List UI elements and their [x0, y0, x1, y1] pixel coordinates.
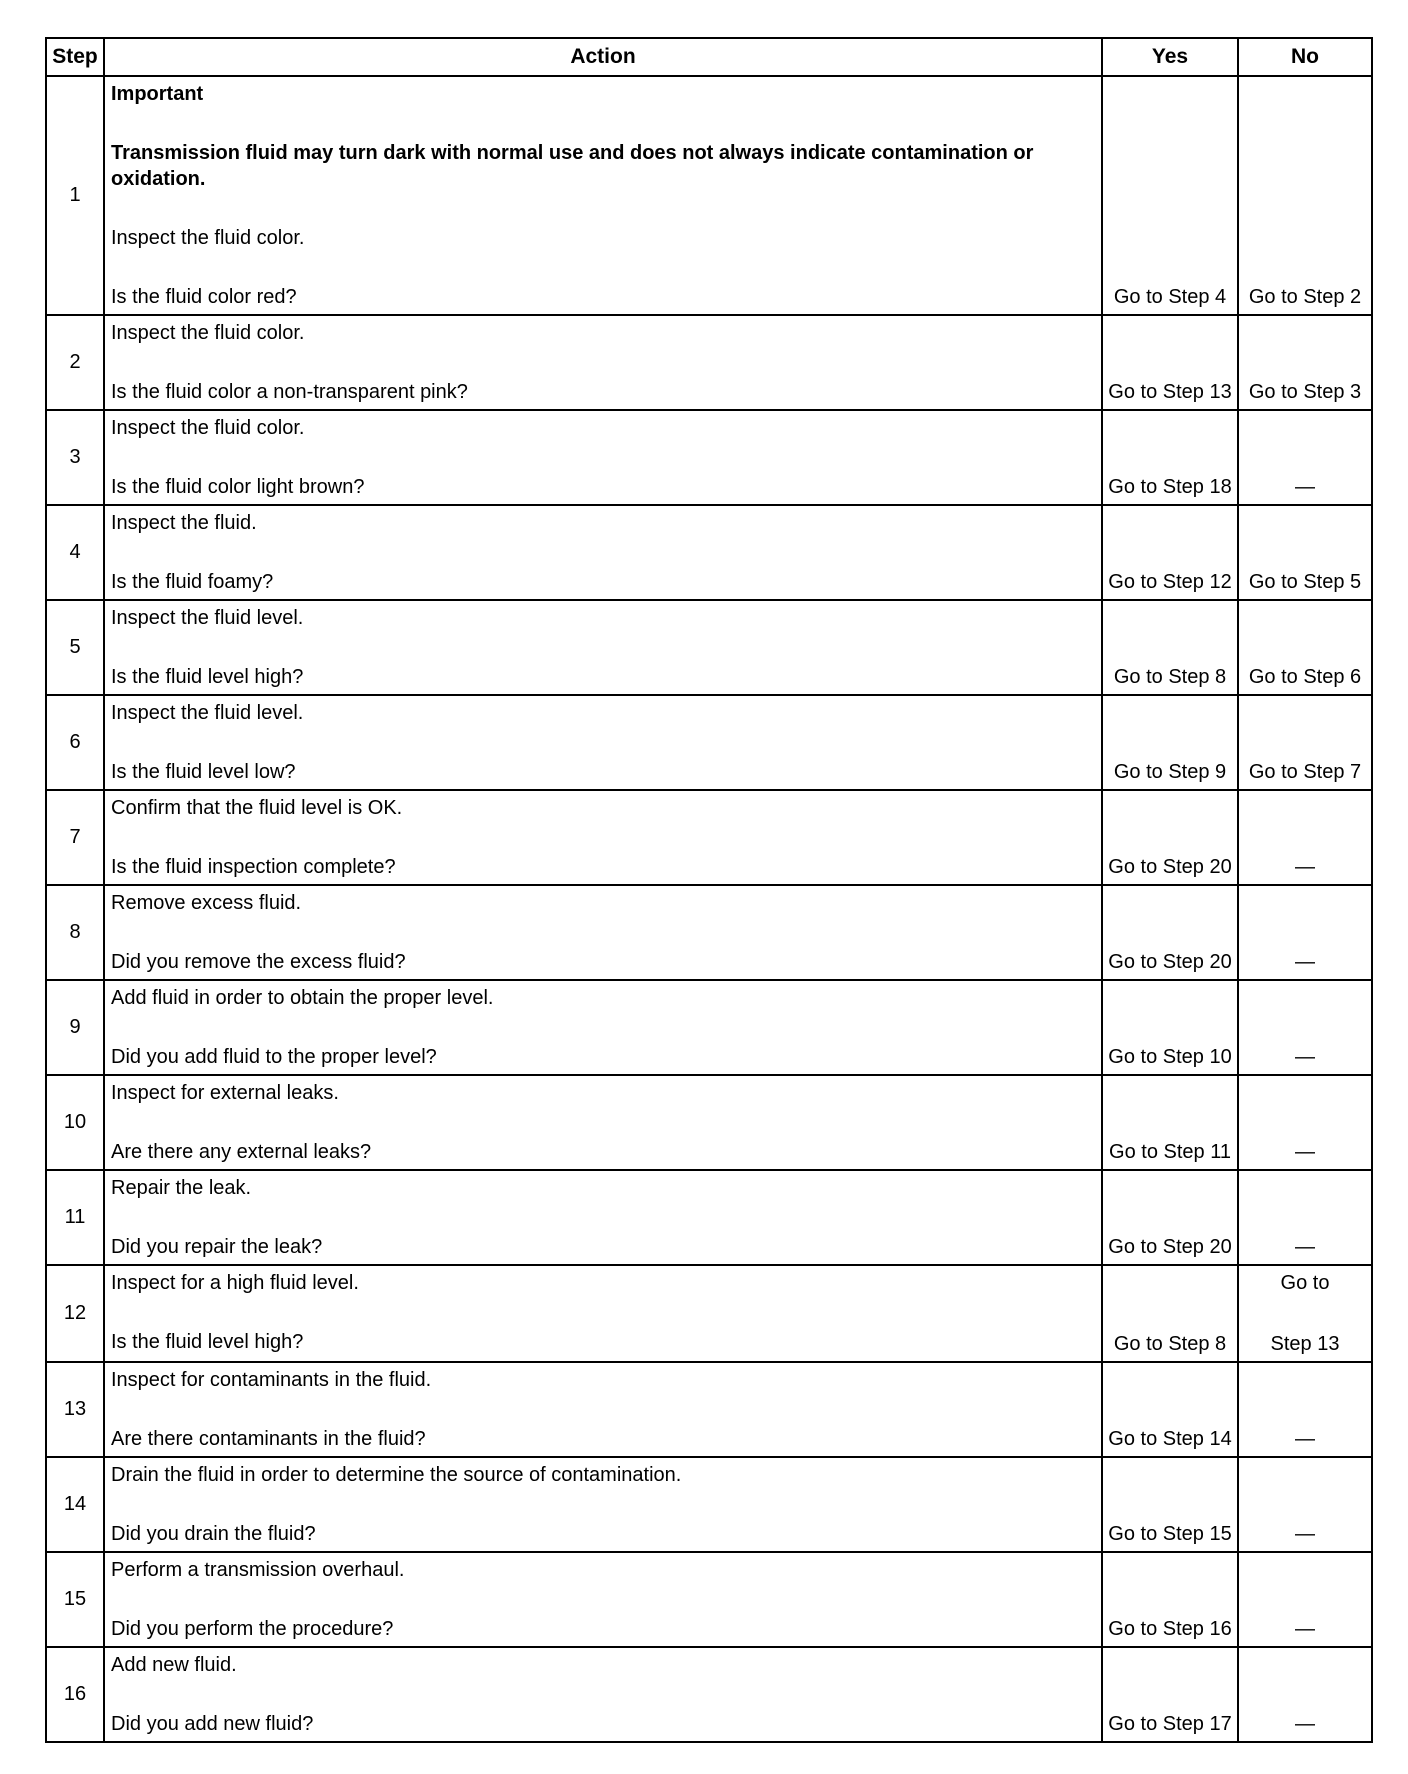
action-question: Did you perform the procedure? — [111, 1618, 394, 1640]
action-instruction: Repair the leak. — [111, 1177, 252, 1199]
step-number: 8 — [46, 885, 104, 980]
yes-cell: Go to Step 10 — [1102, 980, 1238, 1075]
action-instruction: Inspect the fluid color. — [111, 322, 305, 344]
action-instruction: Drain the fluid in order to determine the source of contamination. — [111, 1464, 682, 1486]
no-cell: — — [1238, 1075, 1372, 1170]
no-cell: — — [1238, 980, 1372, 1075]
action-cell — [104, 885, 1102, 980]
action-question: Did you repair the leak? — [111, 1236, 323, 1258]
step-number: 6 — [46, 695, 104, 790]
table-row — [46, 885, 1372, 980]
no-cell: — — [1238, 885, 1372, 980]
table-row — [46, 1265, 1372, 1362]
step-number: 15 — [46, 1552, 104, 1647]
table-row — [46, 600, 1372, 695]
action-cell — [104, 695, 1102, 790]
yes-cell: Go to Step 11 — [1102, 1075, 1238, 1170]
yes-cell: Go to Step 8 — [1102, 600, 1238, 695]
no-cell: — — [1238, 1170, 1372, 1265]
table-row — [46, 1457, 1372, 1552]
no-cell-top: Go to — [1280, 1272, 1330, 1294]
no-cell: — — [1238, 790, 1372, 885]
header-step: Step — [46, 38, 104, 76]
table-row — [46, 980, 1372, 1075]
action-question: Is the fluid color light brown? — [111, 476, 365, 498]
table-row — [46, 1075, 1372, 1170]
header-row — [46, 38, 1372, 76]
action-instruction: Inspect the fluid color. — [111, 417, 305, 439]
yes-cell: Go to Step 18 — [1102, 410, 1238, 505]
step-number: 11 — [46, 1170, 104, 1265]
action-question: Did you remove the excess fluid? — [111, 951, 406, 973]
yes-cell: Go to Step 20 — [1102, 1170, 1238, 1265]
action-cell — [104, 600, 1102, 695]
step-number: 4 — [46, 505, 104, 600]
step-number: 13 — [46, 1362, 104, 1457]
action-question: Are there any external leaks? — [111, 1141, 372, 1163]
step-number: 10 — [46, 1075, 104, 1170]
yes-cell: Go to Step 16 — [1102, 1552, 1238, 1647]
step-number: 3 — [46, 410, 104, 505]
step-number: 2 — [46, 315, 104, 410]
action-question: Is the fluid color red? — [111, 286, 297, 308]
header-no: No — [1238, 38, 1372, 76]
action-instruction: Add new fluid. — [111, 1654, 237, 1676]
action-cell — [104, 980, 1102, 1075]
action-question: Is the fluid foamy? — [111, 571, 274, 593]
yes-cell: Go to Step 4 — [1102, 76, 1238, 315]
no-cell: Go to Step 2 — [1238, 76, 1372, 315]
no-cell — [1238, 1265, 1372, 1362]
action-question: Is the fluid level high? — [111, 666, 304, 688]
table-row — [46, 790, 1372, 885]
table-row — [46, 76, 1372, 315]
step-number: 9 — [46, 980, 104, 1075]
action-cell — [104, 410, 1102, 505]
diagnostic-table-wrapper — [45, 37, 1371, 1743]
step-number: 16 — [46, 1647, 104, 1742]
header-yes: Yes — [1102, 38, 1238, 76]
no-cell: — — [1238, 1552, 1372, 1647]
yes-cell: Go to Step 12 — [1102, 505, 1238, 600]
action-question: Did you drain the fluid? — [111, 1523, 316, 1545]
important-label: Important — [111, 83, 204, 105]
action-instruction: Add fluid in order to obtain the proper level. — [111, 987, 494, 1009]
yes-cell: Go to Step 9 — [1102, 695, 1238, 790]
action-instruction: Inspect the fluid level. — [111, 702, 304, 724]
step-number: 12 — [46, 1265, 104, 1362]
action-cell — [104, 315, 1102, 410]
no-cell: — — [1238, 1647, 1372, 1742]
action-instruction: Remove excess fluid. — [111, 892, 302, 914]
yes-cell: Go to Step 14 — [1102, 1362, 1238, 1457]
action-cell — [104, 505, 1102, 600]
header-action: Action — [104, 38, 1102, 76]
important-note: Transmission fluid may turn dark with normal use and does not always indicate contamination or oxidation. — [111, 142, 1034, 190]
action-cell — [104, 1075, 1102, 1170]
no-cell: — — [1238, 1457, 1372, 1552]
action-question: Did you add fluid to the proper level? — [111, 1046, 437, 1068]
action-cell — [104, 790, 1102, 885]
action-cell — [104, 1552, 1102, 1647]
step-number: 5 — [46, 600, 104, 695]
action-instruction: Inspect the fluid. — [111, 512, 257, 534]
yes-cell: Go to Step 17 — [1102, 1647, 1238, 1742]
table-row — [46, 1170, 1372, 1265]
action-cell — [104, 76, 1102, 315]
table-row — [46, 695, 1372, 790]
action-instruction: Confirm that the fluid level is OK. — [111, 797, 403, 819]
action-question: Is the fluid level low? — [111, 761, 296, 783]
action-question: Is the fluid inspection complete? — [111, 856, 396, 878]
table-row — [46, 1552, 1372, 1647]
action-cell — [104, 1265, 1102, 1362]
yes-cell: Go to Step 20 — [1102, 885, 1238, 980]
diagnostic-table — [45, 37, 1373, 1743]
no-cell: — — [1238, 410, 1372, 505]
table-row — [46, 1362, 1372, 1457]
step-number: 14 — [46, 1457, 104, 1552]
table-row — [46, 1647, 1372, 1742]
no-cell: — — [1238, 1362, 1372, 1457]
yes-cell: Go to Step 20 — [1102, 790, 1238, 885]
no-cell-bottom: Step 13 — [1270, 1333, 1340, 1355]
action-question: Is the fluid color a non-transparent pink? — [111, 381, 468, 403]
no-cell: Go to Step 5 — [1238, 505, 1372, 600]
table-row — [46, 505, 1372, 600]
action-cell — [104, 1457, 1102, 1552]
action-instruction: Inspect for external leaks. — [111, 1082, 339, 1104]
action-cell — [104, 1647, 1102, 1742]
action-question: Is the fluid level high? — [111, 1331, 304, 1353]
yes-cell: Go to Step 13 — [1102, 315, 1238, 410]
step-number: 7 — [46, 790, 104, 885]
action-question: Did you add new fluid? — [111, 1713, 314, 1735]
action-instruction: Perform a transmission overhaul. — [111, 1559, 405, 1581]
table-row — [46, 410, 1372, 505]
no-cell: Go to Step 7 — [1238, 695, 1372, 790]
yes-cell: Go to Step 8 — [1102, 1265, 1238, 1362]
action-instruction: Inspect for a high fluid level. — [111, 1272, 359, 1294]
no-cell: Go to Step 3 — [1238, 315, 1372, 410]
yes-cell: Go to Step 15 — [1102, 1457, 1238, 1552]
action-instruction: Inspect for contaminants in the fluid. — [111, 1369, 432, 1391]
action-cell — [104, 1362, 1102, 1457]
step-number: 1 — [46, 76, 104, 315]
no-cell: Go to Step 6 — [1238, 600, 1372, 695]
action-instruction: Inspect the fluid level. — [111, 607, 304, 629]
action-instruction: Inspect the fluid color. — [111, 227, 305, 249]
action-question: Are there contaminants in the fluid? — [111, 1428, 426, 1450]
action-cell — [104, 1170, 1102, 1265]
table-row — [46, 315, 1372, 410]
